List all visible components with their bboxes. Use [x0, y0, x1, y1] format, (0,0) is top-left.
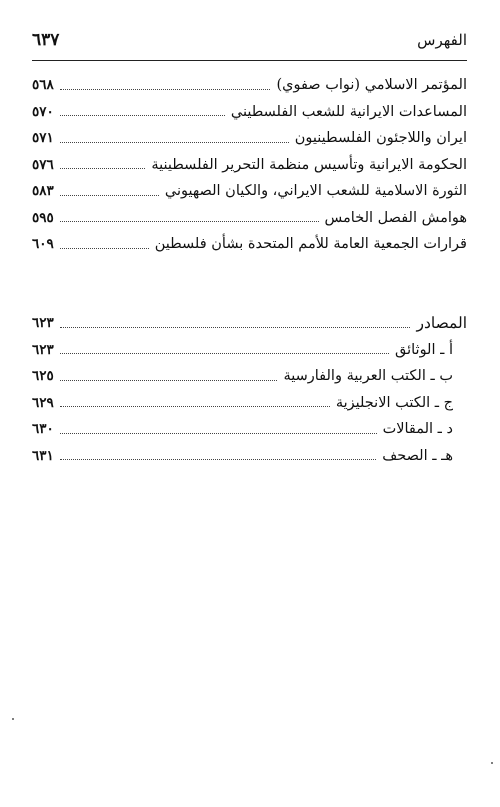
- scan-speck: [12, 718, 14, 720]
- toc-page-number: ٥٨٣: [32, 183, 54, 200]
- dot-leader: [60, 353, 389, 354]
- toc-subentry: [32, 390, 467, 417]
- toc-entry: [32, 125, 467, 152]
- toc-entry: [32, 152, 467, 179]
- toc-title: هوامش الفصل الخامس: [324, 209, 467, 226]
- dot-leader: [60, 168, 146, 169]
- toc-title: المؤتمر الاسلامي (نواب صفوي): [276, 77, 467, 94]
- toc-section-sources: [32, 310, 467, 469]
- toc-title: الثورة الاسلامية للشعب الايراني، والكيان الصهيوني: [164, 183, 467, 200]
- toc-subentry: [32, 363, 467, 390]
- page-title: الفهرس: [417, 31, 467, 49]
- toc-entry: [32, 72, 467, 99]
- toc-entry: [32, 178, 467, 205]
- toc-entry: [32, 99, 467, 126]
- toc-subentry: [32, 337, 467, 364]
- toc-entry: [32, 231, 467, 258]
- toc-title: هـ ـ الصحف: [382, 447, 453, 464]
- page-header: [32, 30, 467, 61]
- toc-title: ب ـ الكتب العربية والفارسية: [283, 368, 453, 385]
- dot-leader: [60, 142, 289, 143]
- toc-page-number: ٥٩٥: [32, 209, 54, 226]
- dot-leader: [60, 221, 319, 222]
- toc-title: المساعدات الايرانية للشعب الفلسطيني: [230, 103, 467, 120]
- toc-title: ايران واللاجئون الفلسطينيون: [294, 130, 467, 147]
- toc-heading-title: المصادر: [416, 314, 467, 333]
- dot-leader: [60, 327, 411, 328]
- toc-subentry: [32, 443, 467, 470]
- dot-leader: [60, 380, 278, 381]
- toc-page-number: ٦٢٩: [32, 394, 54, 411]
- toc-page-number: ٦٠٩: [32, 236, 54, 253]
- toc-title: الحكومة الايرانية وتأسيس منظمة التحرير الفلسطينية: [151, 156, 467, 173]
- toc-title: د ـ المقالات: [382, 421, 453, 438]
- dot-leader: [60, 89, 271, 90]
- page-number: ٦٣٧: [32, 30, 60, 50]
- toc-page-number: ٦٣٠: [32, 421, 54, 438]
- toc-entry: [32, 205, 467, 232]
- dot-leader: [60, 248, 149, 249]
- toc-page-number: ٥٦٨: [32, 77, 54, 94]
- toc-title: قرارات الجمعية العامة للأمم المتحدة بشأن فلسطين: [154, 236, 467, 253]
- toc-page-number: ٦٢٥: [32, 368, 54, 385]
- dot-leader: [60, 433, 377, 434]
- toc-title: ج ـ الكتب الانجليزية: [335, 394, 453, 411]
- toc-subentry: [32, 416, 467, 443]
- toc-page-number: ٥٧١: [32, 130, 54, 147]
- toc-heading-entry: [32, 310, 467, 337]
- toc-page-number: ٦٢٣: [32, 315, 54, 332]
- toc-page-number: ٥٧٦: [32, 156, 54, 173]
- toc-page-number: ٦٣١: [32, 447, 54, 464]
- scan-speck: [491, 762, 493, 764]
- dot-leader: [60, 195, 159, 196]
- dot-leader: [60, 459, 376, 460]
- toc-section-chapter: [32, 72, 467, 258]
- toc-page-number: ٥٧٠: [32, 103, 54, 120]
- toc-page-number: ٦٢٣: [32, 341, 54, 358]
- dot-leader: [60, 115, 225, 116]
- toc-title: أ ـ الوثائق: [394, 341, 453, 358]
- dot-leader: [60, 406, 330, 407]
